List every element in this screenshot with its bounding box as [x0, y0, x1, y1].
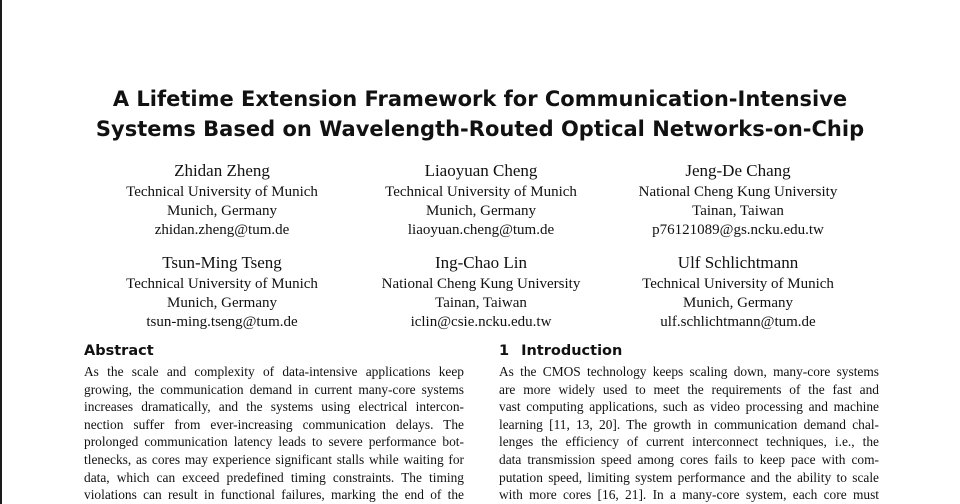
introduction-line: with more cores [16, 21]. In a many-core system, each core must [499, 487, 879, 503]
page-left-edge [0, 0, 2, 504]
section-number: 1 [499, 343, 510, 359]
author-block-3 [598, 160, 878, 240]
author-name: Ulf Schlichtmann [677, 253, 799, 272]
author-affiliation: Technical University of Munich [126, 276, 318, 292]
introduction-line: learning [11, 13, 20]. The growth in communication demand chal- [499, 416, 879, 432]
author-affiliation: Technical University of Munich [385, 184, 577, 200]
author-email: p76121089@gs.ncku.edu.tw [652, 222, 824, 238]
title-line-1: A Lifetime Extension Framework for Communication-Intensive [112, 87, 848, 111]
introduction-heading [499, 341, 622, 361]
author-location: Tainan, Taiwan [435, 295, 527, 311]
introduction-line: are more widely used to meet the requirements of the fast and [499, 381, 879, 397]
introduction-line: putation speed, limiting system performance and the ability to scale [499, 469, 879, 485]
author-block-4 [82, 252, 362, 332]
introduction-line: data transmission speed among cores fails to keep pace with com- [499, 451, 879, 467]
author-email: liaoyuan.cheng@tum.de [407, 222, 555, 238]
author-location: Munich, Germany [167, 295, 277, 311]
author-email: tsun-ming.tseng@tum.de [146, 314, 298, 330]
title-line-2: Systems Based on Wavelength-Routed Optical Networks-on-Chip [95, 117, 865, 141]
author-location: Tainan, Taiwan [692, 203, 784, 219]
author-block-6 [598, 252, 878, 332]
author-name: Jeng-De Chang [685, 161, 791, 180]
author-affiliation: National Cheng Kung University [638, 184, 838, 200]
abstract-line: prolonged communication latency leads to severe performance bot- [84, 434, 464, 450]
abstract-line: data, which can exceed predefined timing constraints. The timing [84, 469, 464, 485]
paper-title [0, 84, 960, 144]
author-name: Tsun-Ming Tseng [162, 253, 282, 272]
author-location: Munich, Germany [426, 203, 536, 219]
author-name: Liaoyuan Cheng [424, 161, 538, 180]
introduction-line: As the CMOS technology keeps scaling down, many-core systems [499, 364, 879, 379]
abstract-line: As the scale and complexity of data-intensive applications keep [84, 364, 464, 379]
author-location: Munich, Germany [683, 295, 793, 311]
introduction-body [499, 363, 879, 504]
author-block-5 [341, 252, 621, 332]
abstract-line: increases dramatically, and the systems using electrical intercon- [84, 399, 464, 415]
abstract-heading: Abstract [84, 343, 154, 359]
author-email: ulf.schlichtmann@tum.de [660, 314, 816, 330]
author-affiliation: National Cheng Kung University [381, 276, 581, 292]
author-block-1 [82, 160, 362, 240]
abstract-body [84, 363, 464, 504]
introduction-line: lenges the efficiency of current interconnect techniques, i.e., the [499, 434, 879, 450]
author-name: Ing-Chao Lin [434, 253, 528, 272]
author-block-2 [341, 160, 621, 240]
author-email: zhidan.zheng@tum.de [154, 222, 290, 238]
author-affiliation: Technical University of Munich [126, 184, 318, 200]
author-affiliation: Technical University of Munich [642, 276, 834, 292]
section-title: Introduction [521, 343, 623, 359]
author-location: Munich, Germany [167, 203, 277, 219]
author-email: iclin@csie.ncku.edu.tw [410, 314, 552, 330]
introduction-line: vast computing applications, such as video processing and machine [499, 399, 879, 415]
abstract-line: violations can result in functional failures, marking the end of the [84, 487, 464, 503]
author-name: Zhidan Zheng [174, 161, 270, 180]
abstract-line: nection suffer from ever-increasing communication delays. The [84, 416, 464, 432]
abstract-line: tlenecks, as cores may experience significant stalls while waiting for [84, 451, 464, 467]
abstract-line: growing, the communication demand in current many-core systems [84, 381, 464, 397]
